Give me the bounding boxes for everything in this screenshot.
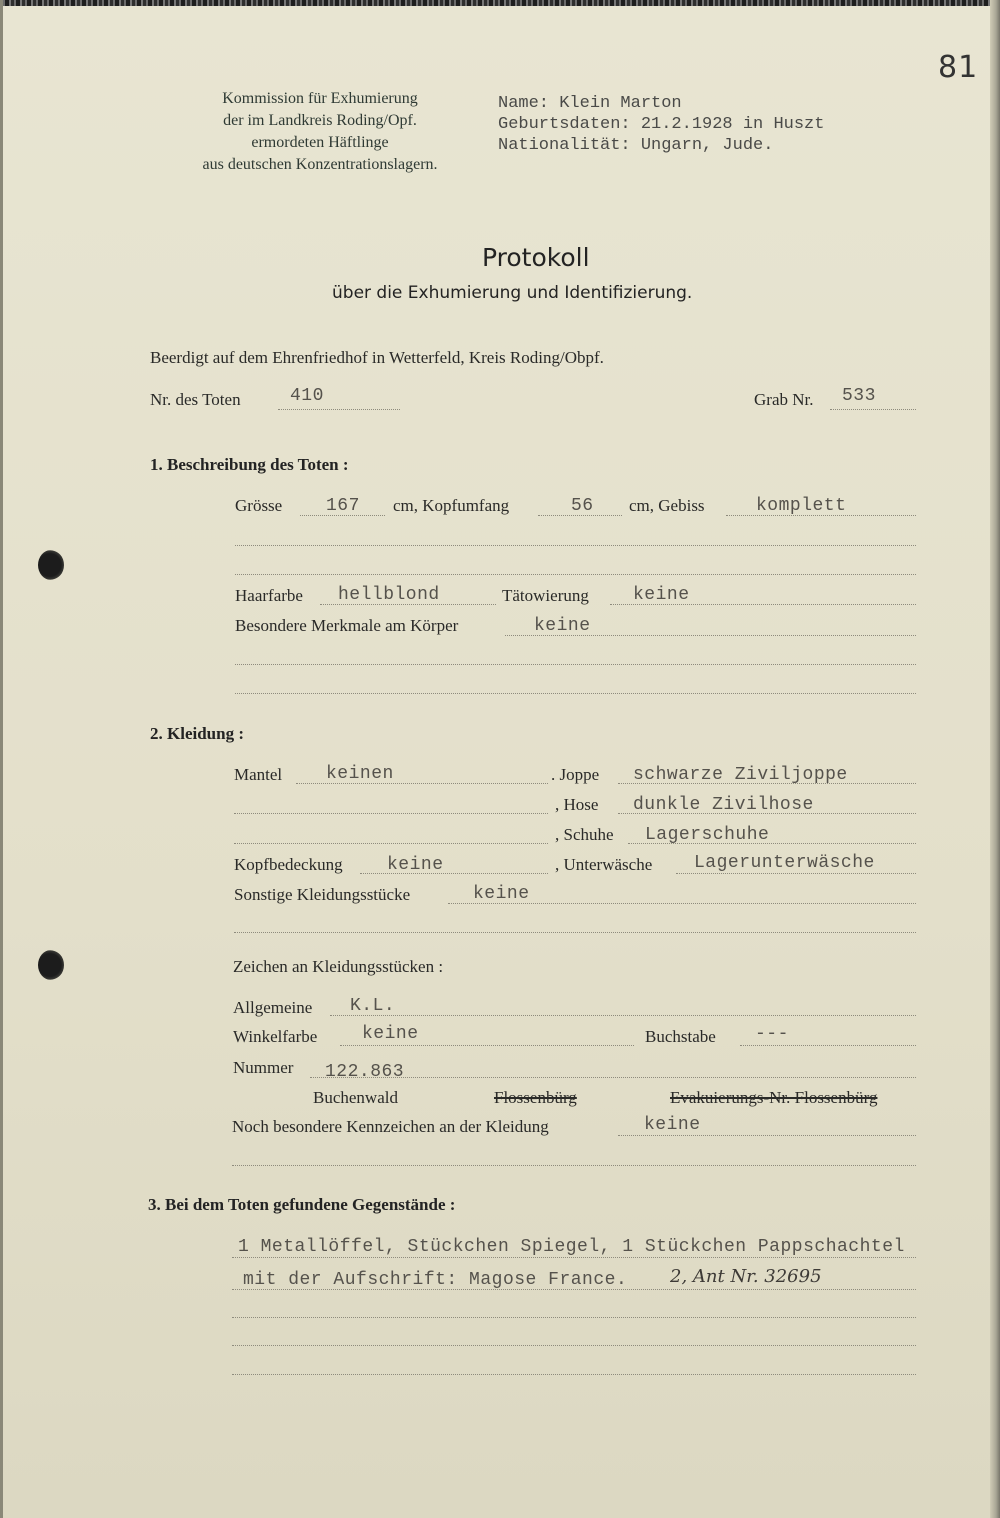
commission-line-3: ermordeten Häftlinge — [251, 134, 389, 151]
document-title: Protokoll — [482, 243, 590, 272]
general-mark-value: K.L. — [350, 996, 396, 1016]
dotted-line — [232, 1345, 916, 1346]
number-label: Nummer — [233, 1058, 294, 1077]
tattoo-value: keine — [633, 585, 690, 605]
burial-place: Beerdigt auf dem Ehrenfriedhof in Wetterfeld, Kreis Roding/Obpf. — [150, 348, 604, 367]
dotted-line — [235, 693, 916, 694]
winkel-color-label: Winkelfarbe — [233, 1027, 318, 1046]
dotted-line — [360, 873, 548, 874]
special-marks-label: Noch besondere Kennzeichen an der Kleidung — [232, 1117, 549, 1136]
headwear-label: Kopfbedeckung — [234, 855, 343, 874]
dotted-line — [296, 783, 548, 784]
commission-header — [162, 88, 478, 176]
punch-hole-icon — [38, 550, 64, 580]
punch-hole-icon — [38, 950, 64, 980]
dotted-line — [235, 664, 916, 665]
section-2-heading: 2. Kleidung : — [150, 724, 244, 743]
dotted-line — [830, 409, 916, 410]
dotted-line — [310, 1077, 916, 1078]
found-items-line-2: mit der Aufschrift: Magose France. — [243, 1270, 628, 1290]
dead-number-value: 410 — [290, 386, 324, 406]
person-birth: Geburtsdaten: 21.2.1928 in Huszt — [498, 115, 825, 134]
dotted-line — [234, 932, 916, 933]
camp-buchenwald: Buchenwald — [313, 1088, 398, 1107]
commission-line-4: aus deutschen Konzentrationslagern. — [202, 156, 438, 173]
dotted-line — [234, 843, 548, 844]
winkel-color-value: keine — [362, 1024, 419, 1044]
dotted-line — [320, 604, 496, 605]
trousers-label: , Hose — [555, 795, 599, 814]
dotted-line — [448, 903, 916, 904]
underwear-label: , Unterwäsche — [555, 855, 653, 874]
dotted-line — [232, 1289, 916, 1290]
handwritten-note: 2, Ant Nr. 32695 — [670, 1266, 822, 1287]
dotted-line — [676, 873, 916, 874]
dotted-line — [340, 1045, 634, 1046]
size-label: Grösse — [235, 496, 283, 515]
size-value: 167 — [326, 496, 360, 516]
special-marks-value: keine — [644, 1115, 701, 1135]
hair-label: Haarfarbe — [235, 586, 303, 605]
general-mark-label: Allgemeine — [233, 998, 313, 1017]
dotted-line — [235, 545, 916, 546]
dotted-line — [618, 813, 916, 814]
section-1-heading: 1. Beschreibung des Toten : — [150, 455, 349, 474]
other-clothing-label: Sonstige Kleidungsstücke — [234, 885, 411, 904]
coat-value: keinen — [326, 764, 394, 784]
shoes-label: , Schuhe — [555, 825, 614, 844]
number-value: 122.863 — [325, 1062, 405, 1082]
camp-flossenbuerg: Flossenbürg — [494, 1088, 577, 1107]
dotted-line — [726, 515, 916, 516]
coat-label: Mantel — [234, 765, 283, 784]
clothing-marks-heading: Zeichen an Kleidungsstücken : — [233, 957, 444, 976]
scan-left-edge — [0, 0, 3, 1518]
dotted-line — [300, 515, 385, 516]
hair-value: hellblond — [338, 585, 440, 605]
trousers-value: dunkle Zivilhose — [633, 795, 814, 815]
person-name: Name: Klein Marton — [498, 94, 682, 113]
tattoo-label: Tätowierung — [502, 586, 589, 605]
underwear-value: Lagerunterwäsche — [694, 853, 875, 873]
section-3-heading: 3. Bei dem Toten gefundene Gegenstände : — [148, 1195, 456, 1214]
dotted-line — [330, 1015, 916, 1016]
dotted-line — [232, 1165, 916, 1166]
other-clothing-value: keine — [473, 884, 530, 904]
teeth-label: cm, Gebiss — [629, 496, 705, 515]
person-nationality: Nationalität: Ungarn, Jude. — [498, 136, 774, 155]
body-marks-label: Besondere Merkmale am Körper — [235, 616, 459, 635]
dotted-line — [235, 574, 916, 575]
dotted-line — [505, 635, 916, 636]
body-marks-value: keine — [534, 616, 591, 636]
dotted-line — [628, 843, 916, 844]
jacket-label: . Joppe — [551, 765, 600, 784]
dotted-line — [618, 783, 916, 784]
dotted-line — [618, 1135, 916, 1136]
head-circumference-value: 56 — [571, 496, 594, 516]
letter-value: --- — [755, 1024, 789, 1044]
dotted-line — [234, 813, 548, 814]
headwear-value: keine — [387, 855, 444, 875]
scan-top-border — [0, 0, 1000, 6]
dotted-line — [232, 1257, 916, 1258]
dotted-line — [610, 604, 916, 605]
jacket-value: schwarze Ziviljoppe — [633, 765, 848, 785]
dotted-line — [232, 1317, 916, 1318]
scan-right-edge — [990, 0, 1000, 1518]
commission-line-1: Kommission für Exhumierung — [222, 90, 418, 107]
dotted-line — [538, 515, 622, 516]
dotted-line — [740, 1045, 916, 1046]
found-items-line-1: 1 Metallöffel, Stückchen Spiegel, 1 Stückchen Pappschachtel — [238, 1237, 905, 1257]
dead-number-label: Nr. des Toten — [150, 390, 241, 409]
shoes-value: Lagerschuhe — [645, 825, 770, 845]
grave-number-value: 533 — [842, 386, 876, 406]
evacuation-number: Evakuierungs-Nr. Flossenbürg — [670, 1088, 878, 1107]
head-circumference-label: cm, Kopfumfang — [393, 496, 510, 515]
dotted-line — [232, 1374, 916, 1375]
letter-label: Buchstabe — [645, 1027, 716, 1046]
teeth-value: komplett — [756, 496, 847, 516]
person-details — [498, 93, 824, 156]
dotted-line — [278, 409, 400, 410]
page-number: 81 — [938, 50, 979, 85]
document-subtitle: über die Exhumierung und Identifizierung. — [332, 283, 693, 303]
commission-line-2: der im Landkreis Roding/Opf. — [223, 112, 417, 129]
grave-number-label: Grab Nr. — [754, 390, 814, 409]
